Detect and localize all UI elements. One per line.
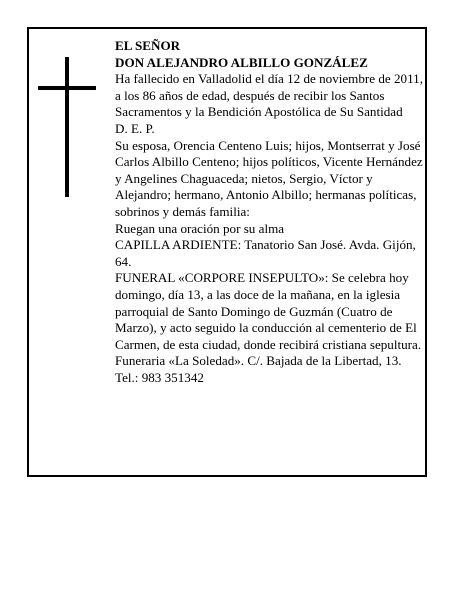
death-statement: Ha fallecido en Valladolid el día 12 de noviembre de 2011, a los 86 años de edad, después de recibir los Santos Sacramentos y la Bendición Apostólica de Su Santidad [115,71,423,120]
family-list: Su esposa, Orencia Centeno Luis; hijos, Montserrat y José Carlos Albillo Centeno; hijos políticos, Vicente Hernández y Angelines Chaguaceda; nietos, Sergio, Víctor y Alejandro; hermano, Antonio Albillo; hermanas políticas, sobrinos y demás familia: [115,137,423,219]
cross-horizontal-bar [38,86,96,90]
funeral-home-info: Funeraria «La Soledad». C/. Bajada de la Libertad, 13. Tel.: 983 351342 [115,353,402,385]
deceased-name: DON ALEJANDRO ALBILLO GONZÁLEZ [115,54,368,70]
rip-line: D. E. P. [115,120,155,136]
obituary-text [115,38,423,386]
heading-title: EL SEÑOR [115,38,181,53]
cross-icon [38,57,96,197]
cross-vertical-bar [65,57,69,197]
chapel-info: CAPILLA ARDIENTE: Tanatorio San José. Avda. Gijón, 64. [115,237,416,269]
prayer-request: Ruegan una oración por su alma [115,220,285,236]
funeral-info: FUNERAL «CORPORE INSEPULTO»: Se celebra hoy domingo, día 13, a las doce de la mañana, en la iglesia parroquial de Santo Domingo de Guzmán (Cuatro de Marzo), y acto seguido la conducción al cementerio de El Carmen, de esta ciudad, donde recibirá cristiana sepultura. [115,270,422,352]
